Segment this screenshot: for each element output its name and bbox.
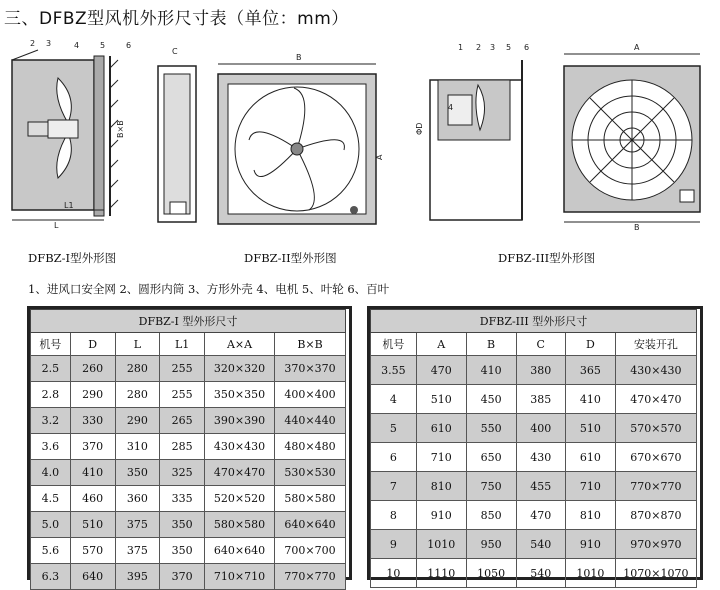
column-header: L1 <box>160 333 205 356</box>
table-cell: 255 <box>160 356 205 382</box>
dim-phi-d: ΦD <box>415 122 424 135</box>
table-cell: 3.6 <box>31 434 71 460</box>
page-title: 三、DFBZ型风机外形尺寸表（单位：mm） <box>4 9 349 29</box>
table-row <box>371 559 697 588</box>
table-cell: 670×670 <box>615 443 696 472</box>
table-cell: 1070×1070 <box>615 559 696 588</box>
table-cell: 330 <box>70 408 115 434</box>
table-cell: 480×480 <box>275 434 346 460</box>
callout-2: 2 <box>30 39 36 48</box>
column-header: 安装开孔 <box>615 333 696 356</box>
table-cell: 360 <box>115 486 160 512</box>
table-cell: 260 <box>70 356 115 382</box>
callout-5b: 5 <box>506 43 512 52</box>
table-cell: 280 <box>115 382 160 408</box>
column-header: C <box>516 333 565 356</box>
table-dfbz-iii <box>370 309 697 588</box>
table-cell: 8 <box>371 501 417 530</box>
table-cell: 470 <box>416 356 466 385</box>
table-cell: 950 <box>466 530 516 559</box>
caption-dfbz-i: DFBZ-I型外形图 <box>28 251 117 265</box>
table-cell: 375 <box>115 512 160 538</box>
dim-b: B <box>296 53 302 62</box>
column-header: D <box>70 333 115 356</box>
table-cell: 370 <box>70 434 115 460</box>
table-cell: 430×430 <box>205 434 275 460</box>
table-cell: 640 <box>70 564 115 590</box>
table-cell: 455 <box>516 472 565 501</box>
table-cell: 285 <box>160 434 205 460</box>
table-cell: 470×470 <box>205 460 275 486</box>
table-cell: 470 <box>516 501 565 530</box>
table-cell: 870×870 <box>615 501 696 530</box>
table-cell: 3.55 <box>371 356 417 385</box>
table-cell: 2.8 <box>31 382 71 408</box>
table-cell: 400 <box>516 414 565 443</box>
table-cell: 6 <box>371 443 417 472</box>
table-cell: 320×320 <box>205 356 275 382</box>
table-row <box>371 356 697 385</box>
table-cell: 510 <box>70 512 115 538</box>
dim-a-top: A <box>634 43 640 52</box>
column-header: 机号 <box>31 333 71 356</box>
table-dfbz-i-title: DFBZ-I 型外形尺寸 <box>31 310 346 333</box>
table-cell: 650 <box>466 443 516 472</box>
dim-c: C <box>172 47 178 56</box>
dim-l: L <box>54 221 59 230</box>
table-cell: 640×640 <box>205 538 275 564</box>
table-cell: 770×770 <box>275 564 346 590</box>
dfbz-iii-front-diagram <box>560 40 710 230</box>
column-header: 机号 <box>371 333 417 356</box>
table-cell: 395 <box>115 564 160 590</box>
column-header: B×B <box>275 333 346 356</box>
callout-3b: 3 <box>490 43 496 52</box>
caption-dfbz-ii: DFBZ-II型外形图 <box>244 251 337 265</box>
table-cell: 7 <box>371 472 417 501</box>
table-cell: 510 <box>416 385 466 414</box>
table-row <box>371 530 697 559</box>
table-cell: 1010 <box>565 559 615 588</box>
table-cell: 530×530 <box>275 460 346 486</box>
table-cell: 6.3 <box>31 564 71 590</box>
table-cell: 410 <box>70 460 115 486</box>
table-cell: 310 <box>115 434 160 460</box>
table-cell: 810 <box>416 472 466 501</box>
table-cell: 470×470 <box>615 385 696 414</box>
table-cell: 580×580 <box>205 512 275 538</box>
callout-5: 5 <box>100 41 106 50</box>
table-cell: 610 <box>565 443 615 472</box>
table-cell: 410 <box>466 356 516 385</box>
table-row <box>31 486 346 512</box>
table-row <box>31 434 346 460</box>
table-row <box>371 472 697 501</box>
dfbz-ii-side-diagram <box>152 44 204 224</box>
table-cell: 910 <box>565 530 615 559</box>
dim-bxb: B×B <box>116 120 125 138</box>
table-cell: 410 <box>565 385 615 414</box>
table-row <box>371 385 697 414</box>
table-cell: 430×430 <box>615 356 696 385</box>
table-cell: 550 <box>466 414 516 443</box>
callout-3: 3 <box>46 39 52 48</box>
table-cell: 365 <box>565 356 615 385</box>
table-cell: 5.0 <box>31 512 71 538</box>
table-cell: 710 <box>416 443 466 472</box>
table-cell: 5 <box>371 414 417 443</box>
table-cell: 580×580 <box>275 486 346 512</box>
column-header: L <box>115 333 160 356</box>
table-row <box>371 501 697 530</box>
table-row <box>31 356 346 382</box>
dim-a: A <box>375 154 384 160</box>
table-row <box>31 564 346 590</box>
table-cell: 280 <box>115 356 160 382</box>
table-cell: 335 <box>160 486 205 512</box>
table-cell: 710 <box>565 472 615 501</box>
table-row <box>31 460 346 486</box>
table-cell: 400×400 <box>275 382 346 408</box>
table-cell: 385 <box>516 385 565 414</box>
table-cell: 380 <box>516 356 565 385</box>
column-header: A×A <box>205 333 275 356</box>
table-row <box>371 414 697 443</box>
table-cell: 750 <box>466 472 516 501</box>
table-cell: 430 <box>516 443 565 472</box>
table-cell: 540 <box>516 530 565 559</box>
table-cell: 2.5 <box>31 356 71 382</box>
table-cell: 350 <box>160 538 205 564</box>
callout-2b: 2 <box>476 43 482 52</box>
table-cell: 520×520 <box>205 486 275 512</box>
column-header: B <box>466 333 516 356</box>
table-dfbz-i <box>30 309 346 590</box>
table-row <box>31 512 346 538</box>
table-cell: 710×710 <box>205 564 275 590</box>
table-cell: 700×700 <box>275 538 346 564</box>
table-cell: 350×350 <box>205 382 275 408</box>
table-cell: 450 <box>466 385 516 414</box>
table-cell: 375 <box>115 538 160 564</box>
table-cell: 810 <box>565 501 615 530</box>
table-cell: 325 <box>160 460 205 486</box>
table-cell: 440×440 <box>275 408 346 434</box>
callout-1: 1 <box>458 43 464 52</box>
table-cell: 370 <box>160 564 205 590</box>
table-cell: 510 <box>565 414 615 443</box>
table-cell: 460 <box>70 486 115 512</box>
dfbz-i-diagram <box>8 38 138 230</box>
table-cell: 640×640 <box>275 512 346 538</box>
caption-dfbz-iii: DFBZ-III型外形图 <box>498 251 596 265</box>
table-cell: 570×570 <box>615 414 696 443</box>
table-cell: 910 <box>416 501 466 530</box>
table-cell: 9 <box>371 530 417 559</box>
table-cell: 610 <box>416 414 466 443</box>
dim-b-bottom: B <box>634 223 640 232</box>
callout-6b: 6 <box>524 43 530 52</box>
table-cell: 570 <box>70 538 115 564</box>
callout-6: 6 <box>126 41 132 50</box>
table-row <box>31 382 346 408</box>
table-cell: 5.6 <box>31 538 71 564</box>
table-cell: 4.5 <box>31 486 71 512</box>
table-cell: 850 <box>466 501 516 530</box>
table-cell: 290 <box>115 408 160 434</box>
table-cell: 1110 <box>416 559 466 588</box>
dfbz-iii-side-diagram <box>415 40 538 224</box>
table-cell: 4 <box>371 385 417 414</box>
table-row <box>31 408 346 434</box>
callout-4b: 4 <box>448 103 454 112</box>
column-header: A <box>416 333 466 356</box>
dim-l1: L1 <box>64 201 74 210</box>
table-cell: 3.2 <box>31 408 71 434</box>
table-cell: 390×390 <box>205 408 275 434</box>
table-cell: 290 <box>70 382 115 408</box>
table-dfbz-iii-title: DFBZ-III 型外形尺寸 <box>371 310 697 333</box>
table-row <box>371 443 697 472</box>
table-cell: 350 <box>160 512 205 538</box>
table-cell: 350 <box>115 460 160 486</box>
table-cell: 370×370 <box>275 356 346 382</box>
callout-4: 4 <box>74 41 80 50</box>
table-cell: 1050 <box>466 559 516 588</box>
table-cell: 1010 <box>416 530 466 559</box>
table-cell: 255 <box>160 382 205 408</box>
table-cell: 770×770 <box>615 472 696 501</box>
parts-legend: 1、进风口安全网 2、圆形内筒 3、方形外壳 4、电机 5、叶轮 6、百叶 <box>28 282 390 296</box>
table-cell: 10 <box>371 559 417 588</box>
table-cell: 4.0 <box>31 460 71 486</box>
table-cell: 265 <box>160 408 205 434</box>
column-header: D <box>565 333 615 356</box>
table-row <box>31 538 346 564</box>
table-cell: 540 <box>516 559 565 588</box>
table-cell: 970×970 <box>615 530 696 559</box>
dfbz-ii-front-diagram <box>214 50 392 228</box>
